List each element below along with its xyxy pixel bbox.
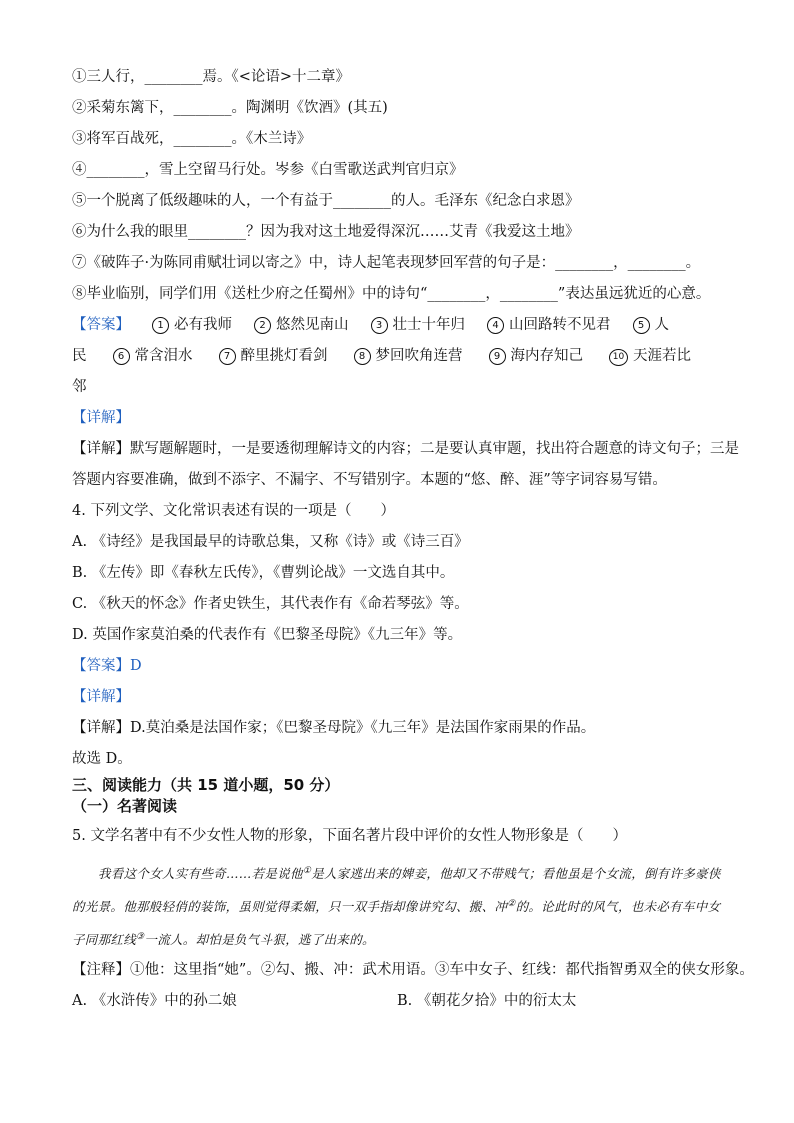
- answer-number: 6: [113, 348, 130, 365]
- option-b: B. 《朝花夕拾》中的衍太太: [397, 993, 577, 1010]
- answer-item-3: [371, 310, 466, 341]
- detail-text-2: 答题内容要准确，做到不添字、不漏字、不写错别字。本题的“悠、醉、涯”等字词容易写错。: [72, 472, 667, 488]
- answer-item-4: [487, 310, 611, 341]
- fill-line-7: ⑦《破阵子·为陈同甫赋壮词以寄之》中，诗人起笔表现梦回军营的句子是：________，________。: [72, 255, 701, 271]
- passage-text: 我看这个女人实有些奇……若是说他: [98, 866, 303, 882]
- fill-line-5: ⑤一个脱离了低级趣味的人，一个有益于________的人。毛泽东《纪念白求恩》: [72, 193, 580, 209]
- option-a: A. 《水浒传》中的孙二娘: [72, 993, 237, 1010]
- answer-number: 1: [152, 317, 169, 334]
- question-stem: 5. 文学名著中有不少女性人物的形象，下面名著片段中评价的女性人物形象是（ ）: [72, 828, 627, 844]
- passage-text: 是人家逃出来的婢妾，他却又不带贱气；看他虽是个女流，倒有许多豪侠的光景。他那般轻俏的装饰，虽则觉得柔媚，只一双手指却像讲究勾、搬、冲: [72, 866, 721, 915]
- footnote-mark: ①: [302, 866, 312, 876]
- answer-item-8: [354, 341, 463, 372]
- subsection-title: （一）名著阅读: [72, 797, 178, 815]
- detail-text-1: 【详解】默写题解题时，一是要透彻理解诗文的内容；二是要认真审题，找出符合题意的诗文句子；三是: [72, 441, 739, 457]
- section-title: 三、阅读能力（共 15 道小题，50 分）: [72, 776, 340, 794]
- document-page: [72, 62, 754, 1017]
- options-row: [72, 986, 724, 1017]
- answer-text: 壮士十年归: [392, 317, 465, 333]
- answer-number: 2: [254, 317, 271, 334]
- answer-text: 必有我师: [174, 317, 232, 333]
- answer-number: 7: [219, 348, 236, 365]
- answer-number: 9: [489, 348, 506, 365]
- answer-text: 梦回吹角连营: [375, 348, 463, 364]
- option-d: D. 英国作家莫泊桑的代表作有《巴黎圣母院》《九三年》等。: [72, 627, 463, 643]
- answer-line-2: [72, 341, 724, 372]
- question-5: [72, 821, 754, 1017]
- option-a: A. 《诗经》是我国最早的诗歌总集，又称《诗》或《诗三百》: [72, 534, 469, 550]
- question-stem: 4. 下列文学、文化常识表述有误的一项是（ ）: [72, 503, 395, 519]
- answer-text: 【答案】D: [72, 658, 142, 674]
- conclusion: 故选 D。: [72, 751, 132, 767]
- answer-item-9: [489, 341, 584, 372]
- answer-text: 常含泪水: [134, 348, 193, 364]
- answer-item-5: [633, 310, 670, 341]
- answer-text: 醉里挑灯看剑: [240, 348, 328, 364]
- option-b: B. 《左传》即《春秋左氏传》，《曹刿论战》一文选自其中。: [72, 565, 455, 581]
- fill-line-6: ⑥为什么我的眼里________？因为我对这土地爱得深沉……艾青《我爱这土地》: [72, 224, 580, 240]
- passage-text: 的。论此时的风气，也未必有车中女子同那红线: [72, 899, 721, 948]
- answer-item-6: [113, 341, 193, 372]
- note: 【注释】①他：这里指“她”。②勾、搬、冲：武术用语。③车中女子、红线：都代指智勇双全的侠女形象。: [72, 962, 754, 979]
- answer-item-7: [219, 341, 328, 372]
- fill-line-4: ④________，雪上空留马行处。岑参《白雪歌送武判官归京》: [72, 162, 464, 178]
- answer-block: [72, 310, 724, 403]
- answer-number: 5: [633, 317, 650, 334]
- answer-number: 3: [371, 317, 388, 334]
- option-c: C. 《秋天的怀念》作者史铁生，其代表作有《命若琴弦》等。: [72, 596, 469, 612]
- answer-number: 10: [609, 349, 628, 366]
- answer-text: 海内存知己: [510, 348, 583, 364]
- footnote-mark: ②: [507, 899, 516, 910]
- answer-text: 悠然见南山: [276, 317, 349, 333]
- answer-item-2: [254, 310, 349, 341]
- detail-heading: 【详解】: [72, 410, 130, 426]
- footnote-mark: ③: [136, 932, 145, 943]
- passage-text: 一流人。却怕是负气斗狠，逃了出来的。: [144, 932, 375, 948]
- question-4: [72, 496, 724, 775]
- answer-item-1: [152, 310, 232, 341]
- answer-number: 8: [354, 348, 371, 365]
- answer-label: 【答案】: [72, 317, 130, 333]
- answer-text: 山回路转不见君: [509, 317, 611, 333]
- fill-line-2: ②采菊东篱下，________。陶渊明《饮酒》(其五): [72, 100, 388, 116]
- detail-heading: 【详解】: [72, 689, 130, 705]
- fill-in-section: [72, 62, 724, 310]
- answer-item-10: [609, 341, 691, 372]
- answer-text-part: 天涯若比: [633, 348, 691, 364]
- detail-text: 【详解】D.莫泊桑是法国作家；《巴黎圣母院》《九三年》是法国作家雨果的作品。: [72, 720, 596, 736]
- fill-line-3: ③将军百战死，________。《木兰诗》: [72, 131, 312, 147]
- answer-line-3: 邻: [72, 379, 87, 395]
- answer-text-part: 民: [72, 348, 87, 364]
- answer-line-1: [72, 310, 724, 341]
- fill-line-8: ⑧毕业临别，同学们用《送杜少府之任蜀州》中的诗句“________，________”表达虽远犹近的心意。: [72, 286, 711, 302]
- answer: [72, 651, 724, 682]
- passage: [72, 856, 724, 955]
- answer-text-part: 人: [654, 317, 669, 333]
- fill-line-1: ①三人行，________焉。《<论语>十二章》: [72, 69, 351, 85]
- answer-number: 4: [487, 317, 504, 334]
